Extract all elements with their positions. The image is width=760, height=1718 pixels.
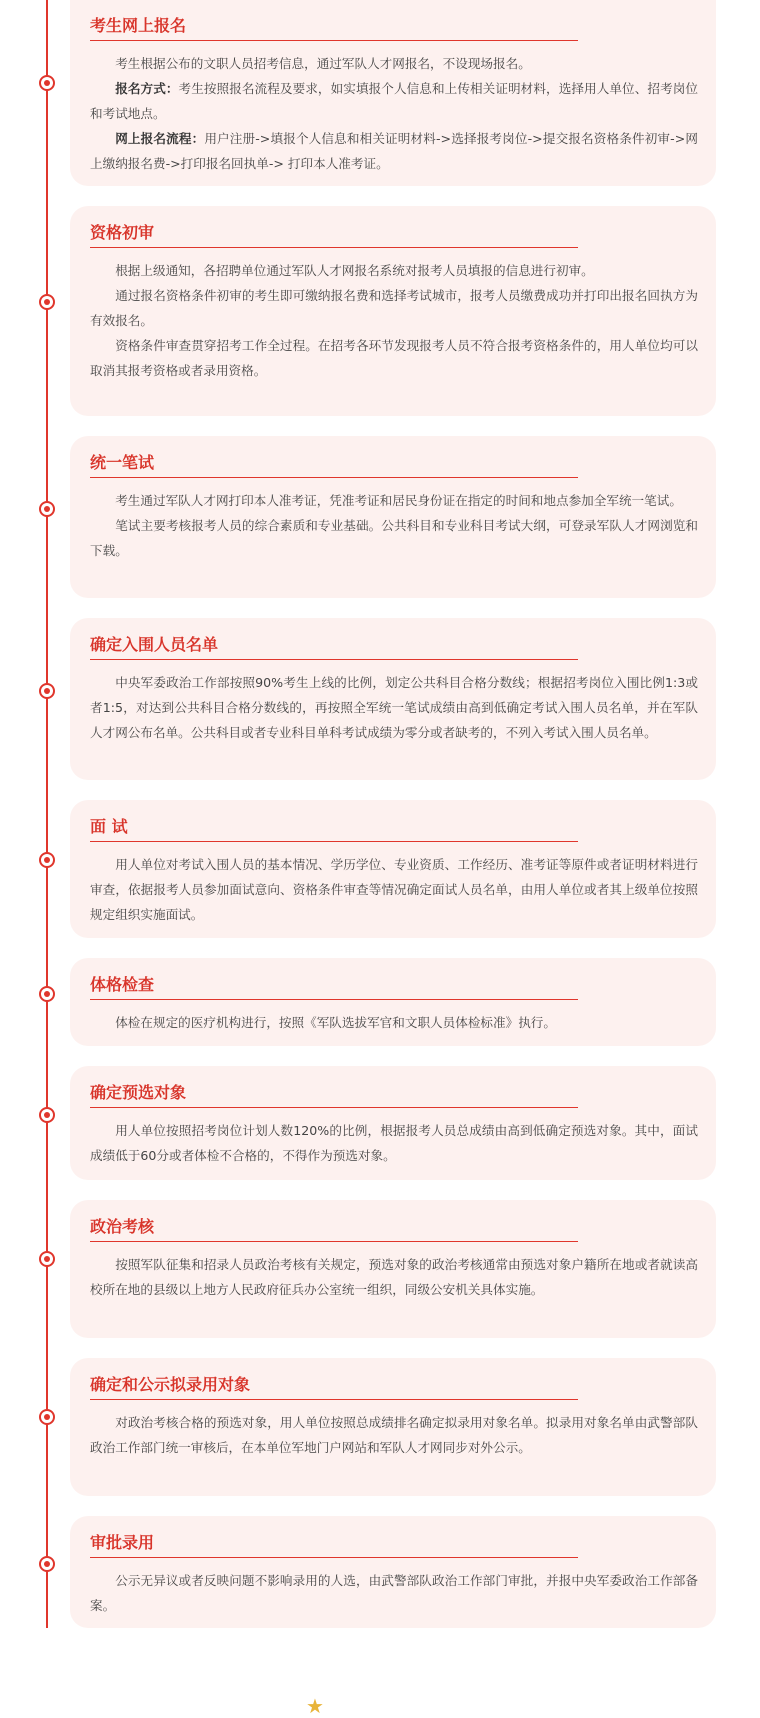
section-paragraph (90, 488, 698, 513)
paragraph-text: 对政治考核合格的预选对象，用人单位按照总成绩排名确定拟录用对象名单。拟录用对象名单由武警部队政治工作部门统一审核后，在本单位军地门户网站和军队人才网同步对外公示。 (90, 1415, 698, 1455)
paragraph-text: 考生根据公布的文职人员招考信息，通过军队人才网报名，不设现场报名。 (115, 56, 531, 71)
section-card-shortlist (70, 618, 716, 780)
section-paragraph (90, 76, 698, 126)
section-paragraph (90, 1118, 698, 1168)
section-title: 面 试 (90, 816, 578, 842)
paragraph-lead: 网上报名流程： (115, 131, 205, 146)
section-paragraph (90, 283, 698, 333)
paragraph-text: 用户注册->填报个人信息和相关证明材料->选择报考岗位->提交报名资格条件初审->网上缴纳报名费->打印报名回执单-> 打印本人准考证。 (90, 131, 698, 171)
timeline-line (46, 0, 48, 1628)
paragraph-text: 根据上级通知，各招聘单位通过军队人才网报名系统对报考人员填报的信息进行初审。 (115, 263, 594, 278)
timeline-dot-icon (39, 75, 55, 91)
paragraph-text: 按照军队征集和招录人员政治考核有关规定，预选对象的政治考核通常由预选对象户籍所在地或者就读高校所在地的县级以上地方人民政府征兵办公室统一组织，同级公安机关具体实施。 (90, 1257, 698, 1297)
section-paragraph (90, 852, 698, 927)
paragraph-text: 考生通过军队人才网打印本人准考证，凭准考证和居民身份证在指定的时间和地点参加全军统一笔试。 (115, 493, 682, 508)
timeline-dot-icon (39, 1409, 55, 1425)
section-paragraph (90, 1568, 698, 1618)
paragraph-text: 用人单位对考试入围人员的基本情况、学历学位、专业资质、工作经历、准考证等原件或者证明材料进行审查，依据报考人员参加面试意向、资格条件审查等情况确定面试人员名单，由用人单位或者其上级单位按照规定组织实施面试。 (90, 857, 698, 922)
section-paragraph (90, 1010, 698, 1035)
timeline-dot-icon (39, 852, 55, 868)
timeline-dot-icon (39, 1251, 55, 1267)
paragraph-text: 公示无异议或者反映问题不影响录用的人选，由武警部队政治工作部门审批，并报中央军委政治工作部备案。 (90, 1573, 698, 1613)
section-title: 资格初审 (90, 222, 578, 248)
section-card-approval (70, 1516, 716, 1628)
paragraph-text: 用人单位按照招考岗位计划人数120%的比例，根据报考人员总成绩由高到低确定预选对象。其中，面试成绩低于60分或者体检不合格的，不得作为预选对象。 (90, 1123, 698, 1163)
paragraph-text: 中央军委政治工作部按照90%考生上线的比例，划定公共科目合格分数线；根据招考岗位入围比例1:3或者1:5，对达到公共科目合格分数线的，再按照全军统一笔试成绩由高到低确定考试入围人员名单，并在军队人才网公布名单。公共科目或者专业科目单科考试成绩为零分或者缺考的，不列入考试入围人员名单。 (90, 675, 698, 740)
timeline-dot-icon (39, 683, 55, 699)
timeline-dot-icon (39, 294, 55, 310)
paragraph-text: 资格条件审查贯穿招考工作全过程。在招考各环节发现报考人员不符合报考资格条件的，用人单位均可以取消其报考资格或者录用资格。 (90, 338, 698, 378)
section-card-interview (70, 800, 716, 938)
timeline-dot-icon (39, 986, 55, 1002)
section-title: 确定入围人员名单 (90, 634, 578, 660)
section-paragraph (90, 1252, 698, 1302)
timeline-dot-icon (39, 1107, 55, 1123)
section-title: 体格检查 (90, 974, 578, 1000)
section-card-physical-exam (70, 958, 716, 1046)
section-title: 考生网上报名 (90, 15, 578, 41)
paragraph-text: 笔试主要考核报考人员的综合素质和专业基础。公共科目和专业科目考试大纲，可登录军队人才网浏览和下载。 (90, 518, 698, 558)
section-paragraph (90, 126, 698, 176)
section-title: 政治考核 (90, 1216, 578, 1242)
star-icon: ★ (306, 1694, 324, 1718)
section-title: 确定预选对象 (90, 1082, 578, 1108)
paragraph-text: 考生按照报名流程及要求，如实填报个人信息和上传相关证明材料，选择用人单位、招考岗位和考试地点。 (90, 81, 699, 121)
section-paragraph (90, 258, 698, 283)
paragraph-text: 通过报名资格条件初审的考生即可缴纳报名费和选择考试城市，报考人员缴费成功并打印出报名回执方为有效报名。 (90, 288, 698, 328)
section-paragraph (90, 670, 698, 745)
section-card-preselection (70, 1066, 716, 1180)
section-paragraph (90, 333, 698, 383)
section-card-political-review (70, 1200, 716, 1338)
section-card-publicity (70, 1358, 716, 1496)
section-card-written-exam (70, 436, 716, 598)
section-paragraph (90, 51, 698, 76)
section-paragraph (90, 513, 698, 563)
section-title: 确定和公示拟录用对象 (90, 1374, 578, 1400)
timeline-dot-icon (39, 501, 55, 517)
section-card-qualification-review (70, 206, 716, 416)
paragraph-text: 体检在规定的医疗机构进行，按照《军队选拔军官和文职人员体检标准》执行。 (115, 1015, 556, 1030)
section-title: 统一笔试 (90, 452, 578, 478)
timeline-dot-icon (39, 1556, 55, 1572)
section-card-online-registration (70, 0, 716, 186)
section-paragraph (90, 1410, 698, 1460)
section-title: 审批录用 (90, 1532, 578, 1558)
paragraph-lead: 报名方式： (115, 81, 179, 96)
